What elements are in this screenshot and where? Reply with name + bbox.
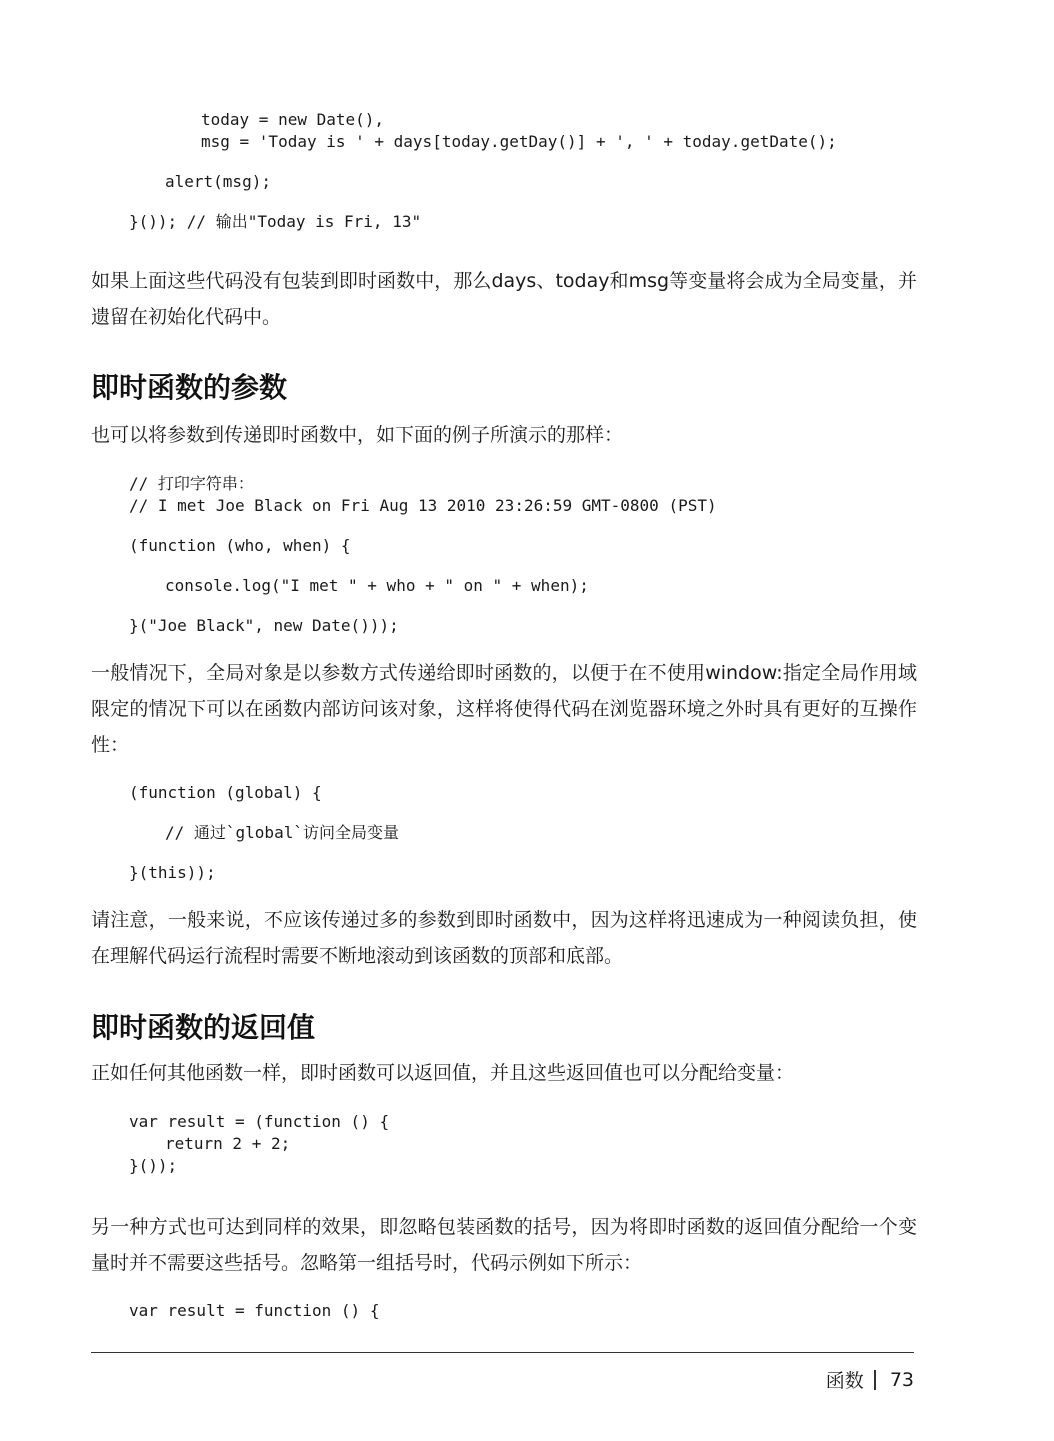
code-line: console.log("I met " + who + " on " + when); <box>165 576 589 595</box>
body-paragraph: 正如任何其他函数一样，即时函数可以返回值，并且这些返回值也可以分配给变量： <box>91 1062 795 1084</box>
footer-divider <box>91 1352 914 1353</box>
code-line: var result = function () { <box>129 1301 380 1320</box>
page-footer <box>826 1366 914 1393</box>
page-number: 73 <box>889 1368 914 1391</box>
code-line: return 2 + 2; <box>165 1134 291 1153</box>
code-line: }()); // 输出"Today is Fri, 13" <box>129 212 422 231</box>
code-line: // 打印字符串： <box>129 474 254 493</box>
section-heading: 即时函数的参数 <box>91 371 288 404</box>
code-line: // 通过`global`访问全局变量 <box>165 823 399 842</box>
code-line: alert(msg); <box>165 172 271 191</box>
code-line: var result = (function () { <box>129 1112 390 1131</box>
body-paragraph: 如果上面这些代码没有包装到即时函数中，那么days、today和msg等变量将会成为全局变量，并遗留在初始化代码中。 <box>91 270 917 328</box>
code-line: today = new Date(), <box>201 110 385 129</box>
code-line: msg = 'Today is ' + days[today.getDay()] + ', ' + today.getDate(); <box>201 132 837 151</box>
code-line: (function (who, when) { <box>129 536 351 555</box>
body-paragraph: 一般情况下，全局对象是以参数方式传递给即时函数的，以便于在不使用window:指定全局作用域限定的情况下可以在函数内部访问该对象，这样将使得代码在浏览器环境之外时具有更好的互操作性： <box>91 662 917 756</box>
body-paragraph: 另一种方式也可达到同样的效果，即忽略包装函数的括号，因为将即时函数的返回值分配给一个变量时并不需要这些括号。忽略第一组括号时，代码示例如下所示： <box>91 1216 917 1274</box>
code-line: (function (global) { <box>129 783 322 802</box>
body-paragraph: 请注意，一般来说，不应该传递过多的参数到即时函数中，因为这样将迅速成为一种阅读负担，使在理解代码运行流程时需要不断地滚动到该函数的顶部和底部。 <box>91 909 917 967</box>
footer-section-title: 函数 <box>825 1370 864 1392</box>
footer-separator <box>874 1370 876 1390</box>
code-line: }(this)); <box>129 863 216 882</box>
body-paragraph: 也可以将参数到传递即时函数中，如下面的例子所演示的那样： <box>91 424 624 446</box>
code-line: // I met Joe Black on Fri Aug 13 2010 23:26:59 GMT-0800 (PST) <box>129 496 717 515</box>
code-line: }()); <box>129 1156 178 1175</box>
code-line: }("Joe Black", new Date())); <box>129 616 399 635</box>
section-heading: 即时函数的返回值 <box>91 1011 316 1044</box>
